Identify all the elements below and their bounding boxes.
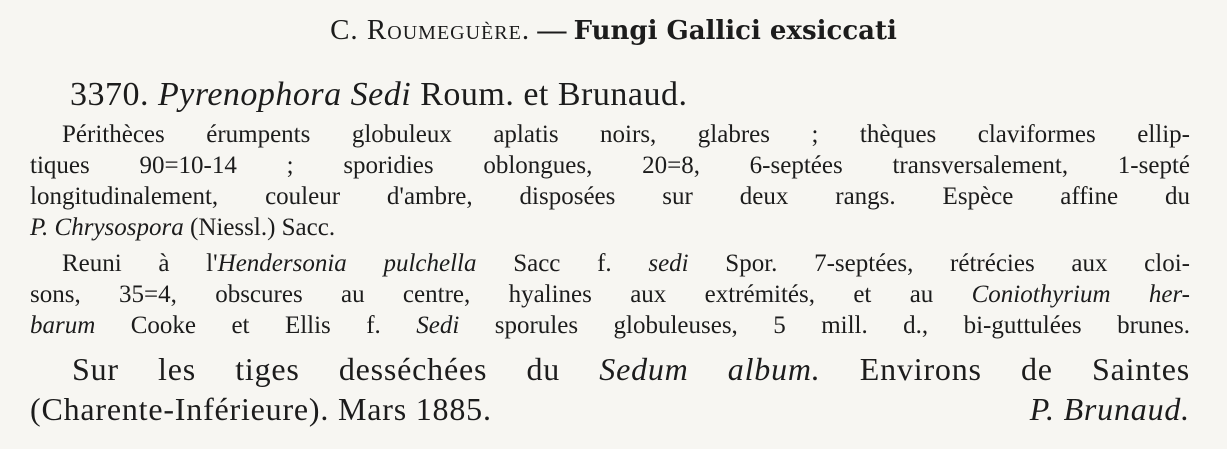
description-line: longitudinalement, couleur d'ambre, disposées sur deux rangs. Espèce affine du <box>30 183 1190 210</box>
description-text: sons, 35=4, obscures au centre, hyalines aux extrémités, et au <box>30 281 972 308</box>
description-paragraph-2 <box>30 248 1190 341</box>
species-reference: P. Chrysospora <box>30 214 184 241</box>
habitat-date: (Charente-Inférieure). Mars 1885. <box>30 391 492 427</box>
species-reference: Coniothyrium her- <box>971 281 1190 308</box>
habitat-line-1 <box>30 349 1190 389</box>
specimen-entry <box>70 72 687 118</box>
description-paragraph-1 <box>30 119 1190 243</box>
description-text: Sacc f. <box>476 250 649 277</box>
description-line <box>30 212 1190 243</box>
description-line <box>30 279 1190 310</box>
label-header <box>0 10 1227 51</box>
header-separator: — <box>537 14 567 46</box>
description-text: Reuni à l' <box>62 250 218 277</box>
species-reference: Hendersonia pulchella <box>217 250 477 277</box>
habitat-locality: Environs de Saintes <box>820 351 1191 387</box>
habitat-text: Sur les tiges desséchées du <box>72 351 600 387</box>
species-reference: Sedi <box>416 312 460 339</box>
description-line <box>30 248 1190 279</box>
species-authority: Roum. et Brunaud. <box>420 76 688 113</box>
description-line <box>30 310 1190 341</box>
host-plant: Sedum album. <box>599 351 821 387</box>
species-name: Pyrenophora Sedi <box>158 76 412 113</box>
habitat-text <box>72 349 1190 389</box>
description-line: tiques 90=10-14 ; sporidies oblongues, 20=8, 6-septées transversalement, 1-septé <box>30 152 1190 179</box>
description-line: Périthèces érumpents globuleux aplatis noirs, glabres ; thèques claviformes ellip- <box>62 121 1190 148</box>
entry-number: 3370. <box>70 76 149 113</box>
description-text: Cooke et Ellis f. <box>95 312 417 339</box>
species-reference: barum <box>30 312 96 339</box>
description-text: sporules globuleuses, 5 mill. d., bi-guttulées brunes. <box>459 312 1190 339</box>
habitat-line-2 <box>30 389 1190 429</box>
header-series: Fungi Gallici exsiccati <box>573 16 897 46</box>
species-reference: sedi <box>648 250 689 277</box>
description-text: Spor. 7-septées, rétrécies aux cloi- <box>688 250 1190 277</box>
header-author: C. Roumeguère. <box>330 14 531 46</box>
collector-name: P. Brunaud. <box>1029 391 1190 427</box>
description-text: (Niessl.) Sacc. <box>183 214 336 241</box>
